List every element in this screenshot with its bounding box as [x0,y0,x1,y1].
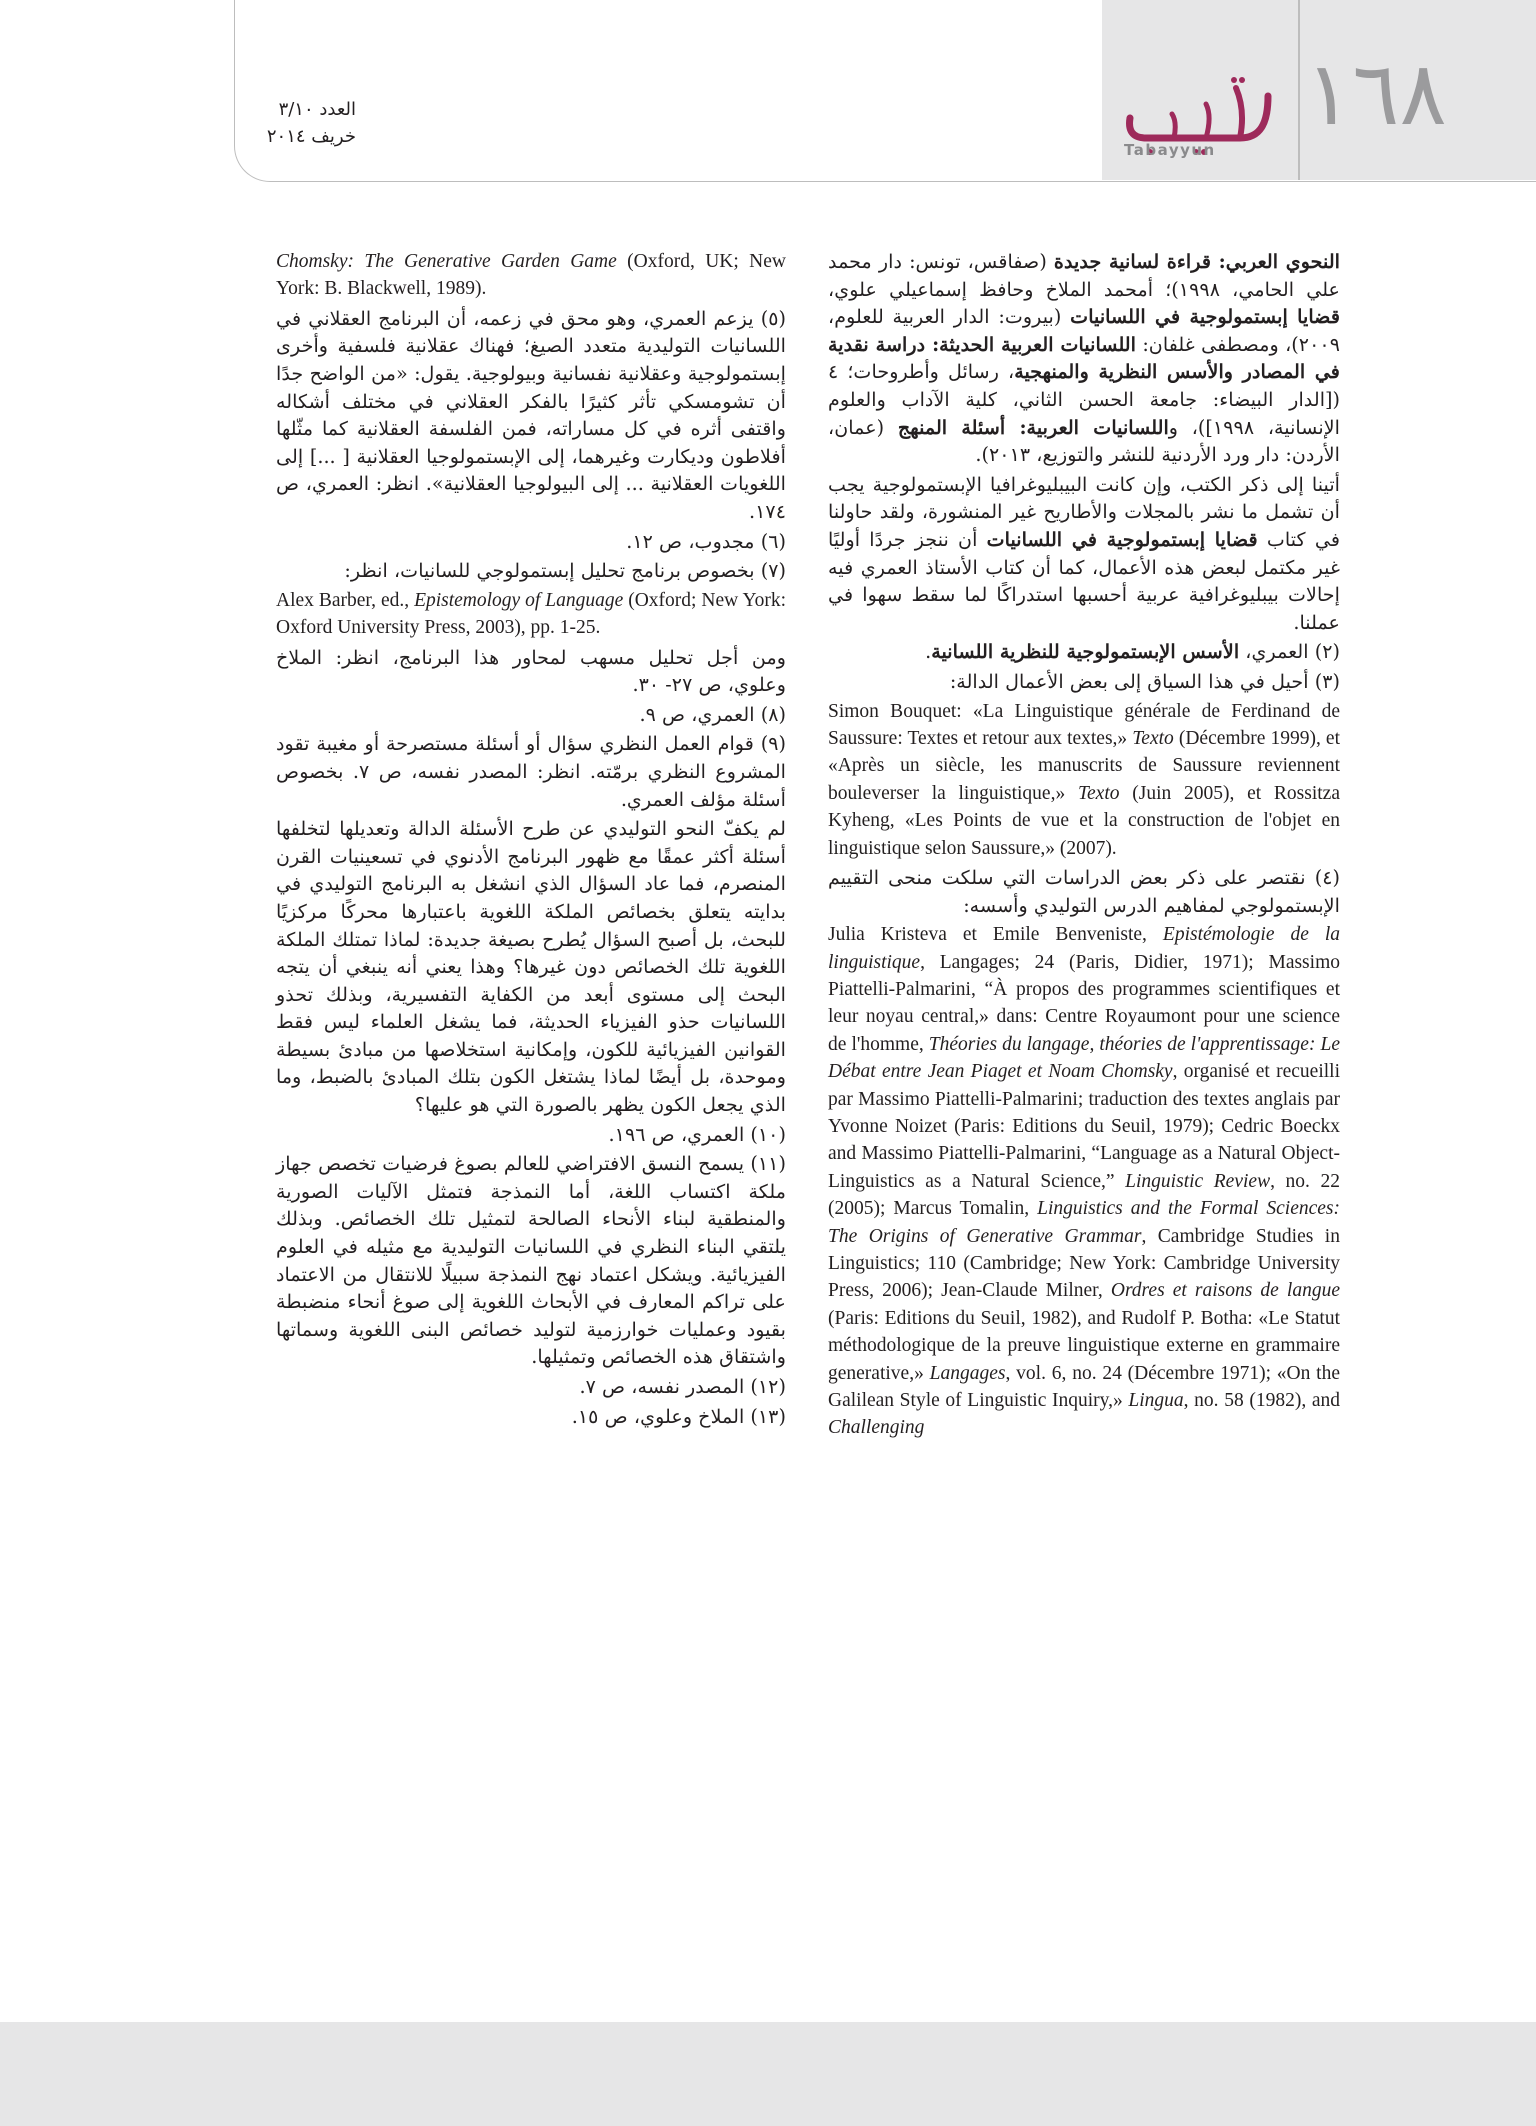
footnote-continuation: النحوي العربي: قراءة لسانية جديدة (صفاقس، تونس: دار محمد علي الحامي، ١٩٩٨)؛ أمحمد الملاخ وحافظ إسماعيلي علوي، قضايا إبستمولوجية في اللسانيات (بيروت: الدار العربية للعلوم، ٢٠٠٩)، ومصطفى غلفان: اللسانيات العربية الحديثة: دراسة نقدية في المصادر والأسس النظرية والمنهجية، رسائل وأطروحات؛ ٤ ([الدار البيضاء: جامعة الحسن الثاني، كلية الآداب والعلوم الإنسانية، ١٩٩٨])، واللسانيات العربية: أسئلة المنهج (عمان، الأردن: دار ورد الأردنية للنشر والتوزيع، ٢٠١٣). [828,250,1341,467]
footnote-9: (٩) قوام العمل النظري سؤال أو أسئلة مستصرحة أو مغيبة تقود المشروع النظري برمّته. انظر: المصدر نفسه، ص ٧. بخصوص أسئلة مؤلف العمري. [276,732,786,811]
footnote-3-reference: Simon Bouquet: «La Linguistique générale de Ferdinand de Saussure: Textes et retour aux textes,» Texto (Décembre 1999), et «Après un siècle, les manuscrits de Saussure reviennent bouleverser la linguistique,» Texto (Juin 2005), et Rossitza Kyheng, «Les Points de vue et la construction de l'objet en linguistique selon Saussure,» (2007). [828,700,1340,859]
footnote-4-reference: Julia Kristeva et Emile Benveniste, Epistémologie de la linguistique, Langages; 24 (Paris, Didier, 1971); Massimo Piattelli-Palmarini, “À propos des programmes scientifiques et leur noyau central,» dans: Centre Royaumont pour une science de l'homme, Théories du langage, théories de l'apprentissage: Le Débat entre Jean Piaget et Noam Chomsky, organisé et recueilli par Massimo Piattelli-Palmarini; traduction des textes anglais par Yvonne Noizet (Paris: Editions du Seuil, 1979); Cedric Boeckx and Massimo Piattelli-Palmarini, “Language as a Natural Object-Linguistics as a Natural Science,” Linguistic Review, no. 22 (2005); Marcus Tomalin, Linguistics and the Formal Sciences: The Origins of Generative Grammar, Cambridge Studies in Linguistics; 110 (Cambridge; New York: Cambridge University Press, 2006); Jean-Claude Milner, Ordres et raisons de langue (Paris: Editions du Seuil, 1982), and Rudolf P. Botha: «Le Statut méthodologique de la preuve linguistique externe en grammaire generative,» Langages, vol. 6, no. 24 (Décembre 1971); «On the Galilean Style of Linguistic Inquiry,» Lingua, no. 58 (1982), and Challenging [828,924,1341,1439]
right-column [828,248,1340,1444]
footer-band [0,2022,1536,2126]
footnote-7: (٧) بخصوص برنامج تحليل إبستمولوجي للسانيات، انظر: [344,559,786,583]
footnote-11: (١١) يسمح النسق الافتراضي للعالم بصوغ فرضيات تخصص جهاز ملكة اكتساب اللغة، أما النمذجة فتمثل الآليات الصورية والمنطقية لبناء الأنحاء الصالحة لتمثيل تلك الخصائص. وبذلك يلتقي البناء النظري في اللسانيات التوليدية مع مثيله في العلوم الفيزيائية. ويشكل اعتماد نهج النمذجة سبيلًا للانتقال من الاعتماد على تراكم المعارف في الأبحاث اللغوية إلى صوغ أنحاء منضبطة بقيود وعمليات خوارزمية لتوليد خصائص البنى اللغوية وسماتها واشتقاق هذه الخصائص وتمثيلها. [276,1152,786,1369]
footnote-6: (٦) مجدوب، ص ١٢. [626,529,786,553]
issue-season: خريف ٢٠١٤ [266,126,356,147]
header-divider [1298,0,1300,180]
footnote-12: (١٢) المصدر نفسه، ص ٧. [579,1375,786,1398]
footnote-7-continued: ومن أجل تحليل مسهب لمحاور هذا البرنامج، انظر: الملاخ وعلوي، ص ٢٧- ٣٠. [276,645,786,697]
left-column [276,248,786,1432]
footnote-3: (٣) أحيل في هذا السياق إلى بعض الأعمال الدالة: [949,669,1340,693]
logo-latin-text: Tabayyun [1124,141,1216,159]
issue-info [267,96,356,150]
reference-continuation: Chomsky: The Generative Garden Game (Oxford, UK; New York: B. Blackwell, 1989). [276,251,786,300]
footnote-4: (٤) نقتصر على ذكر بعض الدراسات التي سلكت منحى التقييم الإبستمولوجي لمفاهيم الدرس التوليدي وأسسه: [828,865,1340,917]
footnote-2: (٢) العمري، الأسس الإبستمولوجية للنظرية اللسانية. [925,640,1340,664]
footnote-paragraph: أتينا إلى ذكر الكتب، وإن كانت البيبليوغرافيا الإبستمولوجية يجب أن تشمل ما نشر بالمجلات والأطاريح غير المنشورة، ولقد حاولنا في كتاب قضايا إبستمولوجية في اللسانيات أن ننجز جردًا أوليًا غير مكتمل لبعض هذه الأعمال، كما أن كتاب الأستاذ العمري فيه إحالات بيبليوغرافية عربية أحسبها استدراكًا لما سقط سهوا في عملنا. [828,472,1340,634]
footnote-9-paragraph: لم يكفّ النحو التوليدي عن طرح الأسئلة الدالة وتعديلها لتخلفها أسئلة أكثر عمقًا مع ظهور البرنامج الأدنوي في تسعينيات القرن المنصرم، فما عاد السؤال الذي انشغل به البرنامج التوليدي في بدايته يتعلق بخصائص الملكة اللغوية باعتبارها محركًا مركزيًا للبحث، بل أصبح السؤال يُطرح بصيغة جديدة: لماذا تمتلك الملكة اللغوية تلك الخصائص دون غيرها؟ وهذا يعني أنه ينبغي أن يتجه البحث إلى مستوى أبعد من الكفاية التفسيرية، وبذلك تحذو اللسانيات حذو الفيزياء الحديثة، فما يشغل العلماء ليس فقط القوانين الفيزيائية للكون، وإمكانية استخلاصها من مبادئ بسيطة وموحدة، بل أيضًا لماذا يشتغل الكون بتلك المبادئ بالضبط، وما الذي يجعل الكون يظهر بالصورة التي هو عليها؟ [276,817,786,1117]
issue-number: العدد ٣/١٠ [278,99,356,120]
page-number: ١٦٨ [1305,42,1447,145]
footnote-5: (٥) يزعم العمري، وهو محق في زعمه، أن البرنامج العقلاني في اللسانيات التوليدية متعدد الصيغ؛ فهناك عقلانية فلسفية وأخرى إبستمولوجية وعقلانية نفسانية وبيولوجية. يقول: «من الواضح جدًا أن تشومسكي تأثر كثيرًا بالفكر العقلاني في مختلف أشكاله واقتفى أثره في كل مساراته، فمن الفلسفة العقلانية كما مثّلها أفلاطون وديكارت وغيرهما، إلى الإبستمولوجيا العقلانية [ ...] إلى اللغويات العقلانية ... إلى البيولوجيا العقلانية». انظر: العمري، ص ١٧٤. [276,306,786,523]
footnote-10: (١٠) العمري، ص ١٩٦. [608,1122,786,1146]
footnote-8: (٨) العمري، ص ٩. [639,702,786,726]
footnote-13: (١٣) الملاخ وعلوي، ص ١٥. [571,1404,786,1428]
footnote-7-reference: Alex Barber, ed., Epistemology of Language (Oxford; New York: Oxford University Press, 2003), pp. 1-25. [276,589,786,639]
